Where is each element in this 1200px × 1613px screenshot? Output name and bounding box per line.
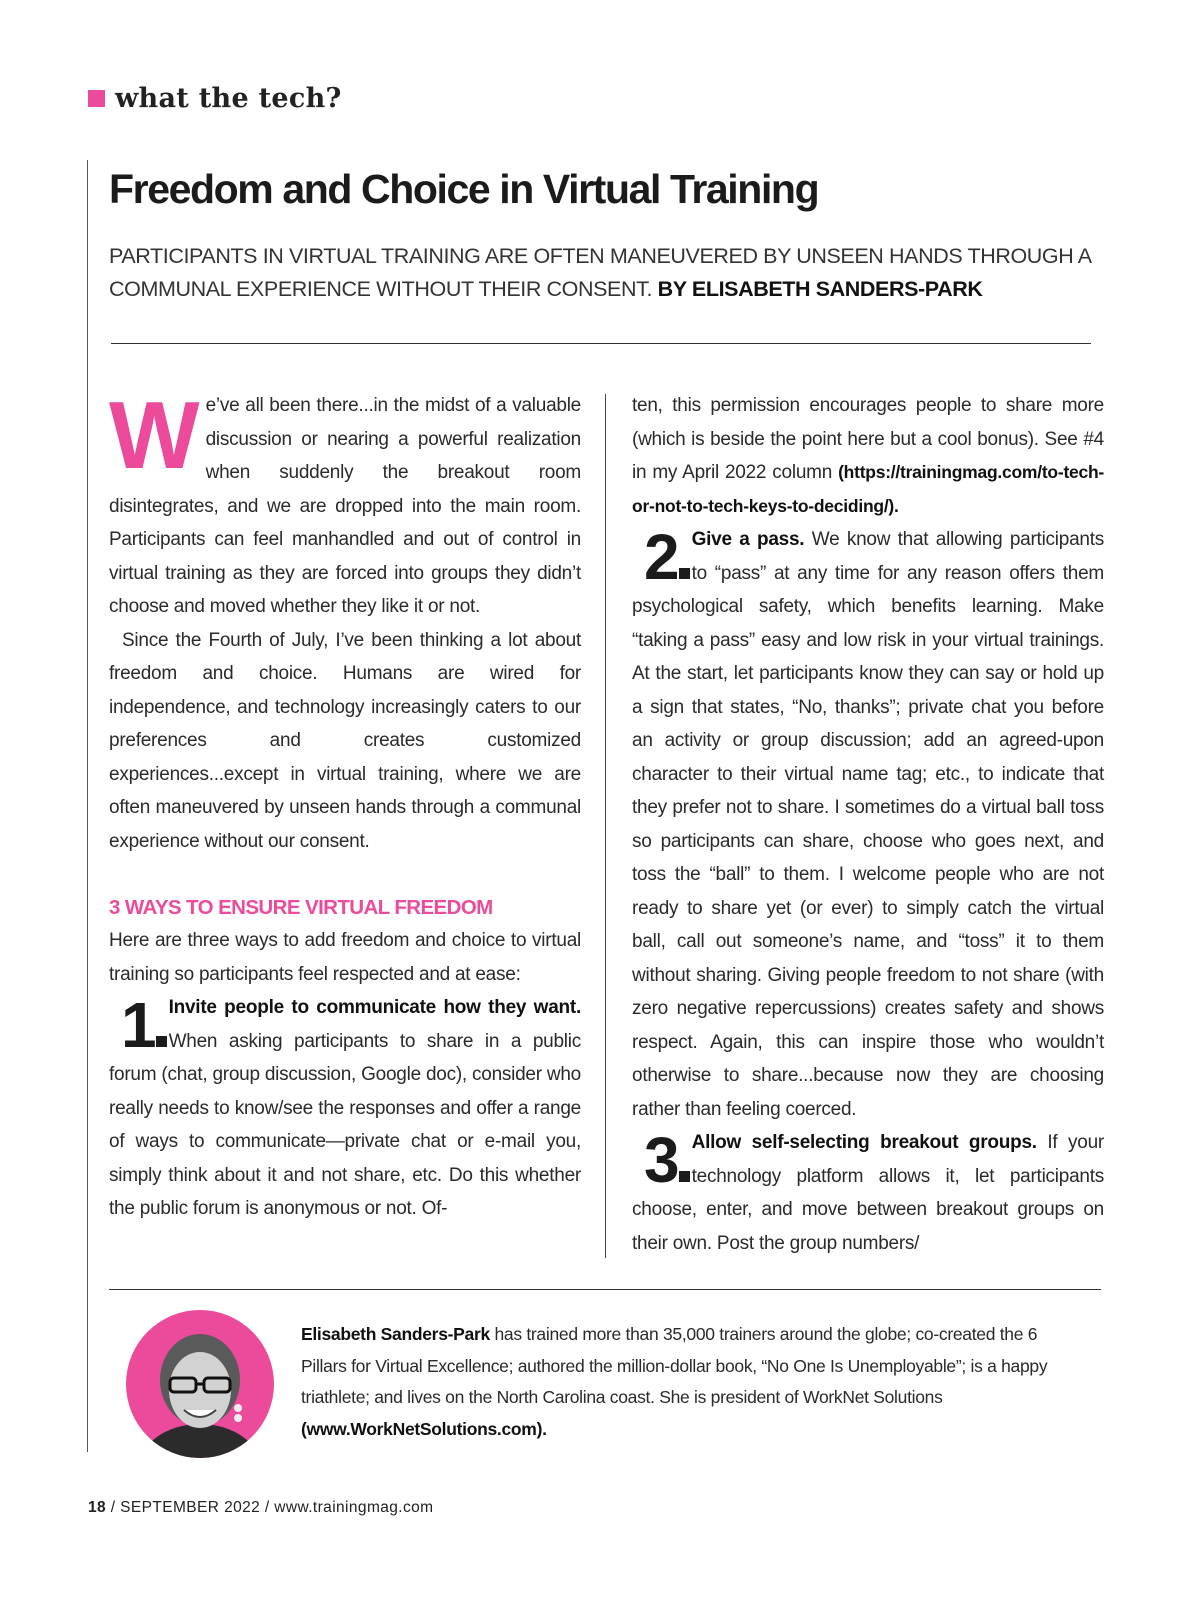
section-tag — [88, 84, 342, 112]
item-1-lead: Invite people to communicate how they want. — [168, 997, 581, 1018]
item-2-lead: Give a pass. — [691, 529, 805, 550]
subheading: 3 WAYS TO ENSURE VIRTUAL FREEDOM — [109, 896, 493, 919]
item-number-2: 2 — [644, 528, 690, 586]
byline: BY ELISABETH SANDERS-PARK — [657, 277, 983, 301]
bio-divider — [109, 1289, 1101, 1290]
section-marker-icon — [88, 90, 105, 107]
author-bio — [301, 1319, 1061, 1445]
intro-text: e’ve all been there...in the midst of a valuable discussion or nearing a powerful realization when suddenly the breakout room disintegrates, and we are dropped into the main room. Participants can feel manhandled and out of control in virtual training as they are forced into groups they didn’t choose and moved whether they like it or not. — [109, 395, 581, 617]
body-paragraph: Since the Fourth of July, I’ve been thinking a lot about freedom and choice. Humans are wired for independence, and technology increasingly caters to our preferences and creates customized experiences...except in virtual training, where we are often maneuvered by unseen hands through a communal experience without our consent. — [109, 629, 581, 852]
deck-text: PARTICIPANTS IN VIRTUAL TRAINING ARE OFTEN MANEUVERED BY UNSEEN HANDS THROUGH A COMMUNAL EXPERIENCE WITHOUT THEIR CONSENT. — [109, 244, 1091, 301]
article-title: Freedom and Choice in Virtual Training — [109, 166, 819, 212]
right-column — [632, 389, 1104, 1260]
list-item-2 — [632, 523, 1104, 1126]
list-item-3 — [632, 1126, 1104, 1260]
article-deck — [109, 240, 1099, 306]
intro-paragraph — [109, 382, 581, 624]
body-paragraph: Here are three ways to add freedom and choice to virtual training so participants feel respected and at ease: — [109, 930, 581, 985]
author-name: Elisabeth Sanders-Park — [301, 1324, 490, 1344]
page-number: 18 — [88, 1499, 107, 1516]
header-divider — [111, 343, 1091, 344]
left-margin-rule — [87, 160, 88, 1452]
page-footer — [88, 1499, 434, 1517]
drop-cap: W — [109, 382, 196, 489]
column-link[interactable]: (https://trainingmag.com/to-tech-or-not-to-tech-keys-to-deciding/). — [632, 462, 1105, 516]
section-label: what the tech? — [115, 82, 342, 114]
list-item-1 — [109, 991, 581, 1226]
continued-text: ten, this permission encourages people to share more (which is beside the point here but a cool bonus). See #4 in my April 2022 column — [632, 395, 1104, 483]
item-3-lead: Allow self-selecting breakout groups. — [691, 1132, 1037, 1153]
author-avatar — [126, 1310, 274, 1458]
continued-paragraph — [632, 389, 1104, 523]
left-column — [109, 382, 581, 1226]
bio-text: has trained more than 35,000 trainers around the globe; co-created the 6 Pillars for Virtual Excellence; authored the million-dollar book, “No One Is Unemployable”; is a happy triathlete; and lives on the North Carolina coast. She is president of WorkNet Solutions — [301, 1324, 1048, 1407]
author-portrait-icon — [126, 1310, 274, 1458]
column-divider — [605, 394, 606, 1258]
item-1-text: When asking participants to share in a public forum (chat, group discussion, Google doc), consider who really needs to know/see the responses and offer a range of ways to communicate—private chat or e-mail you, simply think about it and not share, etc. Do this whether the public forum is anonymous or not. Of- — [109, 1030, 581, 1219]
item-3-text: If your technology platform allows it, let participants choose, enter, and move between breakout groups on their own. Post the group numbers/ — [632, 1132, 1104, 1254]
item-number-3: 3 — [644, 1131, 690, 1189]
item-number-1: 1 — [121, 996, 167, 1054]
footer-issue: / SEPTEMBER 2022 / www.trainingmag.com — [106, 1499, 434, 1516]
item-2-text: We know that allowing participants to “pass” at any time for any reason offers them psychological safety, which benefits learning. Make “taking a pass” easy and low risk in your virtual trainings. At the start, let participants know they can say or hold up a sign that states, “No, thanks”; private chat you before an activity or group discussion; add an agreed-upon character to their virtual name tag; etc., to indicate that they prefer not to share. I sometimes do a virtual ball toss so participants can share, choose who goes next, and toss the “ball” to them. I welcome people who are not ready to share yet (or ever) to simply catch the virtual ball, call out someone’s name, and “toss” it to them without sharing. Giving people freedom to not share (with zero negative repercussions) creates safety and shows respect. Again, this can inspire those who wouldn’t otherwise to share...because now they are choosing rather than feeling coerced. — [632, 529, 1104, 1120]
bio-link[interactable]: (www.WorkNetSolutions.com). — [301, 1418, 547, 1439]
